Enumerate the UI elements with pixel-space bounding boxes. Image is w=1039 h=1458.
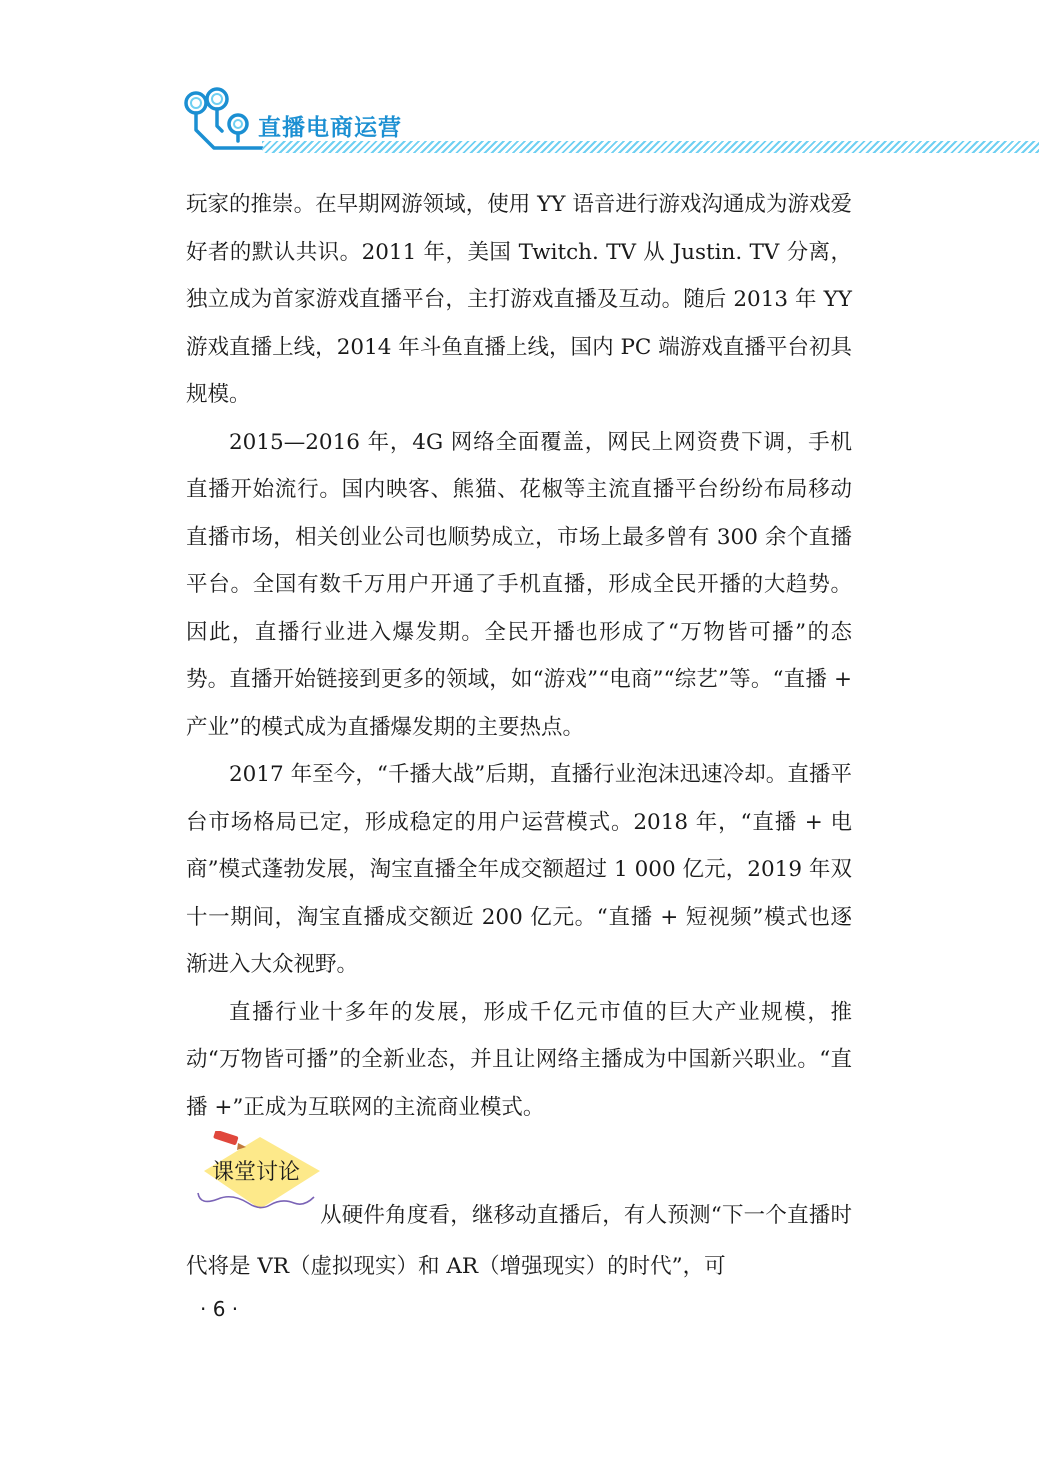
paragraph: 直播行业十多年的发展，形成千亿元市值的巨大产业规模，推动“万物皆可播”的全新业态，并且让网络主播成为中国新兴职业。“直播 +”正成为互联网的主流商业模式。 — [186, 999, 852, 1120]
paragraph: 2015—2016 年，4G 网络全面覆盖，网民上网资费下调，手机直播开始流行。国内映客、熊猫、花椒等主流直播平台纷纷布局移动直播市场，相关创业公司也顺势成立，市场上最多曾有 300 余个直播平台。全国有数千万用户开通了手机直播，形成全民开播的大趋势。因此，直播行业进入爆发期。全民开播也形成了“万物皆可播”的态势。直播开始链接到更多的领域，如“游戏”“电商”“综艺”等。“直播 + 产业”的模式成为直播爆发期的主要热点。 — [186, 429, 852, 740]
discussion-paragraph: 从硬件角度看，继移动直播后，有人预测“下一个直播时代将是 VR（虚拟现实）和 AR（增强现实）的时代”，可 — [186, 1203, 852, 1279]
circuit-nodes-icon — [0, 0, 270, 170]
header-hatch-divider — [262, 141, 1039, 153]
body-text — [186, 181, 852, 1131]
paragraph: 玩家的推崇。在早期网游领域，使用 YY 语音进行游戏沟通成为游戏爱好者的默认共识。2011 年，美国 Twitch. TV 从 Justin. TV 分离，独立成为首家游戏直播平台，主打游戏直播及互动。随后 2013 年 YY 游戏直播上线，2014 年斗鱼直播上线，国内 PC 端游戏直播平台初具规模。 — [186, 192, 852, 407]
book-title: 直播电商运营 — [258, 115, 402, 141]
discussion-text — [186, 1190, 852, 1292]
page-header — [0, 0, 1039, 170]
paragraph: 2017 年至今，“千播大战”后期，直播行业泡沫迅速冷却。直播平台市场格局已定，形成稳定的用户运营模式。2018 年，“直播 + 电商”模式蓬勃发展，淘宝直播全年成交额超过 1 000 亿元，2019 年双十一期间，淘宝直播成交额近 200 亿元。“直播 + 短视频”模式也逐渐进入大众视野。 — [186, 762, 852, 977]
discussion-badge-label: 课堂讨论 — [212, 1160, 301, 1185]
page-number: · 6 · — [200, 1297, 239, 1321]
